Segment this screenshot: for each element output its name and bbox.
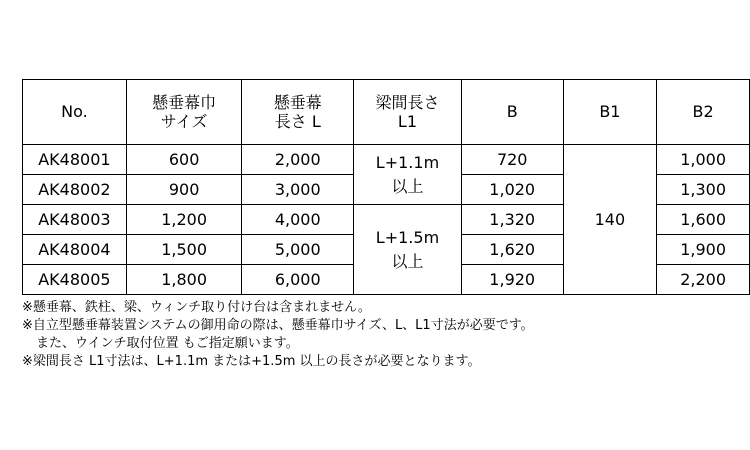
table-row <box>23 145 750 175</box>
cell-width: 600 <box>126 145 242 175</box>
cell-b2: 1,000 <box>657 145 750 175</box>
header-b1: B1 <box>563 80 657 145</box>
cell-length: 4,000 <box>242 205 354 235</box>
spec-table <box>22 79 750 295</box>
cell-b2: 1,300 <box>657 175 750 205</box>
cell-beam-group-2 <box>354 205 462 295</box>
cell-length: 3,000 <box>242 175 354 205</box>
header-beam-line1: 梁間長さ <box>375 92 440 112</box>
beam-group-1-line2: 以上 <box>391 176 424 196</box>
beam-group-2-line1: L+1.5m <box>375 227 440 247</box>
cell-length: 2,000 <box>242 145 354 175</box>
header-length-line1: 懸垂幕 <box>273 92 322 112</box>
cell-no: AK48004 <box>23 235 127 265</box>
cell-b2: 1,600 <box>657 205 750 235</box>
header-length <box>242 80 354 145</box>
cell-no: AK48003 <box>23 205 127 235</box>
header-beam-line2: L1 <box>397 112 418 131</box>
beam-group-1-line1: L+1.1m <box>375 152 440 172</box>
note-line: また、ウインチ取付位置 もご指定願います。 <box>36 336 299 351</box>
header-width-line1: 懸垂幕巾 <box>152 92 217 112</box>
cell-b: 720 <box>461 145 563 175</box>
header-width <box>126 80 242 145</box>
cell-b: 1,620 <box>461 235 563 265</box>
beam-group-2-line2: 以上 <box>391 251 424 271</box>
cell-b: 1,020 <box>461 175 563 205</box>
header-no: No. <box>23 80 127 145</box>
cell-length: 5,000 <box>242 235 354 265</box>
cell-width: 900 <box>126 175 242 205</box>
table-header-row <box>23 80 750 145</box>
cell-width: 1,800 <box>126 265 242 295</box>
cell-width: 1,200 <box>126 205 242 235</box>
cell-b1: 140 <box>563 145 657 295</box>
header-length-line2: 長さ L <box>274 112 321 131</box>
cell-beam-group-1 <box>354 145 462 205</box>
cell-b: 1,320 <box>461 205 563 235</box>
cell-b2: 1,900 <box>657 235 750 265</box>
header-beam-length <box>354 80 462 145</box>
note-line: ※自立型懸垂幕装置システムの御用命の際は、懸垂幕巾サイズ、L、L1寸法が必要です。 <box>22 318 534 333</box>
cell-b2: 2,200 <box>657 265 750 295</box>
note-line: ※梁間長さ L1寸法は、L+1.1m または+1.5m 以上の長さが必要となります。 <box>22 354 481 369</box>
cell-no: AK48005 <box>23 265 127 295</box>
header-b: B <box>461 80 563 145</box>
notes <box>22 299 534 371</box>
note-line: ※懸垂幕、鉄柱、梁、ウィンチ取り付け台は含まれません。 <box>22 300 371 315</box>
cell-no: AK48002 <box>23 175 127 205</box>
cell-no: AK48001 <box>23 145 127 175</box>
cell-b: 1,920 <box>461 265 563 295</box>
header-width-line2: サイズ <box>160 112 208 131</box>
header-b2: B2 <box>657 80 750 145</box>
cell-length: 6,000 <box>242 265 354 295</box>
cell-width: 1,500 <box>126 235 242 265</box>
